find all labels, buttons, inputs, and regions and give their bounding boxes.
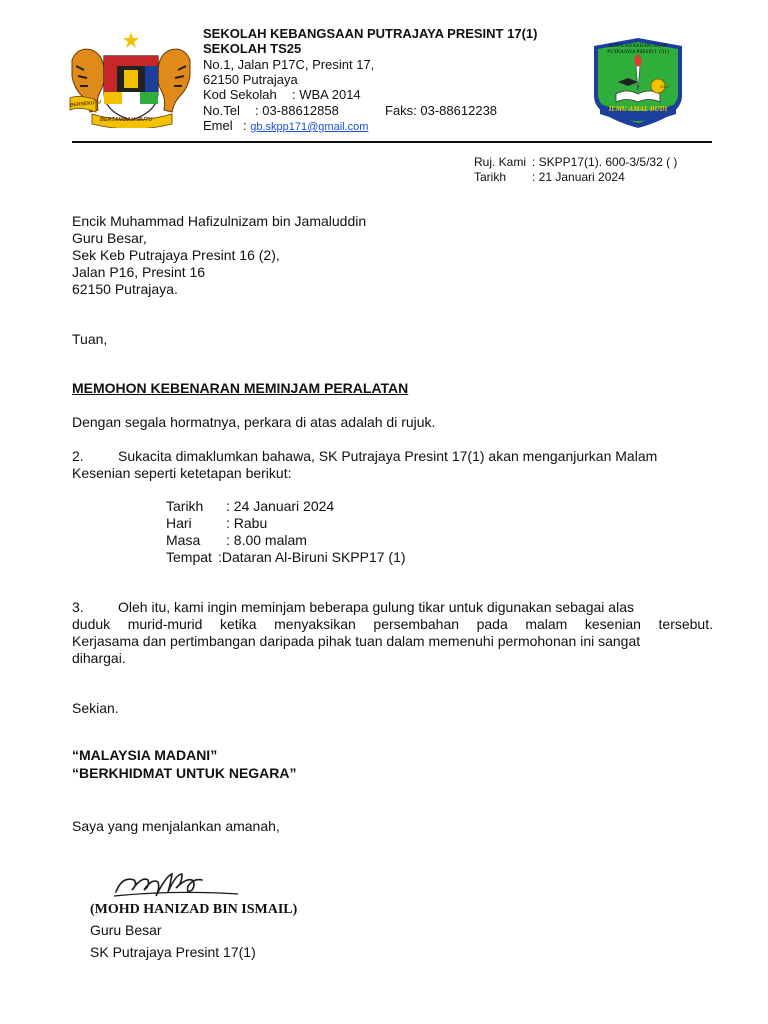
kod-value: : WBA 2014 (292, 87, 361, 102)
tel-value: : 03-88612858 (255, 103, 339, 118)
recipient-line: Jalan P16, Presint 16 (72, 264, 206, 280)
tarikh-label: Tarikh (474, 170, 507, 184)
kod-sekolah-row (203, 87, 361, 103)
ruj-value: : SKPP17(1). 600-3/5/32 ( ) (532, 155, 678, 169)
slogan-2: “BERKHIDMAT UNTUK NEGARA” (72, 765, 297, 781)
address-line-2: 62150 Putrajaya (203, 72, 298, 87)
fax-value: Faks: 03-88612238 (385, 103, 498, 118)
event-tarikh-value: : 24 Januari 2024 (226, 498, 335, 514)
para-number: 2. (72, 448, 84, 464)
date-row (474, 170, 625, 185)
recipient-address (72, 213, 366, 298)
para-line: Oleh itu, kami ingin meminjam beberapa gulung tikar untuk digunakan sebagai alas (118, 599, 634, 615)
event-hari-label: Hari (166, 515, 192, 531)
para-line: Kesenian seperti ketetapan berikut: (72, 465, 292, 481)
slogan-1: “MALAYSIA MADANI” (72, 747, 218, 763)
recipient-line: 62150 Putrajaya. (72, 281, 178, 297)
address-line-1: No.1, Jalan P17C, Presint 17, (203, 57, 375, 72)
para-line: dihargai. (72, 650, 126, 666)
email-row (203, 118, 368, 135)
salutation: Tuan, (72, 331, 108, 347)
tiger-right-icon (158, 49, 191, 112)
email-sep: : (243, 118, 247, 133)
signatory-name: (MOHD HANIZAD BIN ISMAIL) (90, 902, 298, 917)
event-hari-value: : Rabu (226, 515, 268, 531)
tarikh-value: : 21 Januari 2024 (532, 170, 625, 184)
signatory-title: Guru Besar (90, 922, 162, 938)
recipient-line: Sek Keb Putrajaya Presint 16 (2), (72, 247, 280, 263)
recipient-line: Encik Muhammad Hafizulnizam bin Jamaluddin (72, 213, 367, 229)
recipient-line: Guru Besar, (72, 230, 147, 246)
reference-row (474, 155, 677, 170)
para-line: Kerjasama dan pertimbangan daripada pihak tuan dalam memenuhi permohonan ini sangat (72, 633, 641, 649)
event-tarikh-label: Tarikh (166, 498, 204, 514)
signatory-school: SK Putrajaya Presint 17(1) (90, 944, 256, 960)
sekian: Sekian. (72, 700, 119, 716)
signature-icon (112, 862, 242, 904)
subject-heading: MEMOHON KEBENARAN MEMINJAM PERALATAN (72, 380, 409, 396)
school-name: SEKOLAH KEBANGSAAN PUTRAJAYA PRESINT 17(1) (203, 26, 538, 41)
para-line: Sukacita dimaklumkan bahawa, SK Putrajaya Presint 17(1) akan menganjurkan Malam (118, 448, 658, 464)
crest-ribbon-main: BERTAMBAH MUTU (100, 117, 153, 123)
event-details (166, 498, 406, 566)
kod-label: Kod Sekolah (203, 87, 277, 102)
logo-top-text: SEKOLAH KEBANGSAAN PUTRAJAYA PRESINT 17(1) (607, 44, 669, 55)
paragraph-2 (72, 448, 657, 482)
crest-ribbon-left: BERSEKUTU (69, 99, 102, 109)
email-label: Emel (203, 118, 233, 133)
para-number: 3. (72, 599, 84, 615)
paragraph-3 (72, 599, 713, 667)
school-code: SEKOLAH TS25 (203, 41, 302, 56)
star-icon (123, 32, 139, 48)
para-line: duduk murid-murid ketika menyaksikan persembahan pada malam kesenian tersebut. (72, 616, 713, 632)
event-tempat-label: Tempat (166, 549, 212, 565)
crescent-icon (118, 44, 142, 56)
paragraph-1: Dengan segala hormatnya, perkara di atas adalah di rujuk. (72, 414, 436, 430)
amanah-line: Saya yang menjalankan amanah, (72, 818, 280, 834)
letterhead-divider (72, 141, 712, 143)
logo-year: 2012 (660, 84, 669, 89)
coat-of-arms-icon (66, 30, 196, 128)
event-tempat-value: :Dataran Al-Biruni SKPP17 (1) (218, 549, 406, 565)
contact-row (203, 103, 497, 119)
ruj-label: Ruj. Kami (474, 155, 527, 169)
logo-motto: ILMU AMAL BUDI (608, 105, 668, 113)
event-masa-label: Masa (166, 532, 201, 548)
tel-label: No.Tel (203, 103, 240, 118)
email-link[interactable]: gb.skpp171@gmail.com (250, 121, 369, 133)
event-masa-value: : 8.00 malam (226, 532, 307, 548)
